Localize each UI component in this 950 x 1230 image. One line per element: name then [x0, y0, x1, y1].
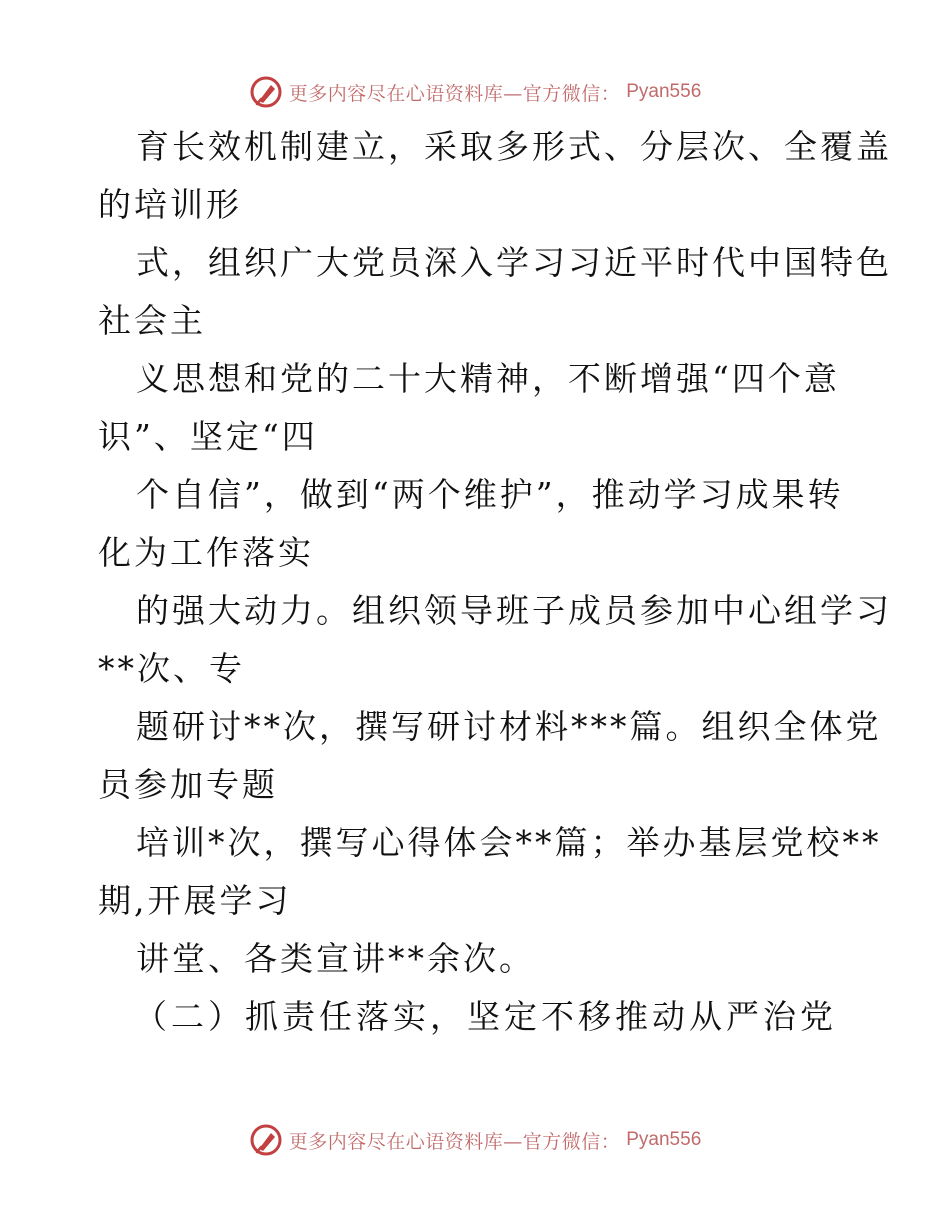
body-line: 社会主 — [98, 301, 206, 340]
body-line: 的培训形 — [98, 185, 242, 224]
body-line: 的强大动力。组织领导班子成员参加中心组学习 — [136, 591, 892, 630]
body-line: 员参加专题 — [98, 765, 278, 804]
watermark-wechat-id: Pyan556 — [626, 81, 702, 102]
watermark-text: 更多内容尽在心语资料库—官方微信： — [288, 82, 621, 105]
body-line: 培训*次，撰写心得体会**篇；举办基层党校** — [136, 823, 882, 862]
body-line: 育长效机制建立，采取多形式、分层次、全覆盖 — [136, 127, 892, 166]
watermark-wechat-id: Pyan556 — [626, 1129, 702, 1150]
body-line: 个自信”，做到“两个维护”，推动学习成果转 — [136, 475, 844, 514]
section-heading: （二）抓责任落实，坚定不移推动从严治党 — [134, 997, 837, 1036]
pen-nib-logo-icon — [249, 75, 283, 109]
body-line: 讲堂、各类宣讲**余次。 — [136, 939, 535, 978]
footer-watermark — [0, 1120, 950, 1160]
watermark-text: 更多内容尽在心语资料库—官方微信： — [288, 1130, 621, 1153]
body-line: 式，组织广大党员深入学习习近平时代中国特色 — [136, 243, 892, 282]
body-line: 义思想和党的二十大精神，不断增强“四个意 — [136, 359, 840, 398]
body-line: 识”、坚定“四 — [98, 417, 318, 456]
header-watermark — [0, 72, 950, 112]
body-line: 化为工作落实 — [98, 533, 314, 572]
pen-nib-logo-icon — [249, 1123, 283, 1157]
document-body — [98, 118, 892, 1046]
body-line: **次、专 — [98, 649, 245, 688]
body-line: 期,开展学习 — [98, 881, 292, 920]
body-line: 题研讨**次，撰写研讨材料***篇。组织全体党 — [136, 707, 882, 746]
